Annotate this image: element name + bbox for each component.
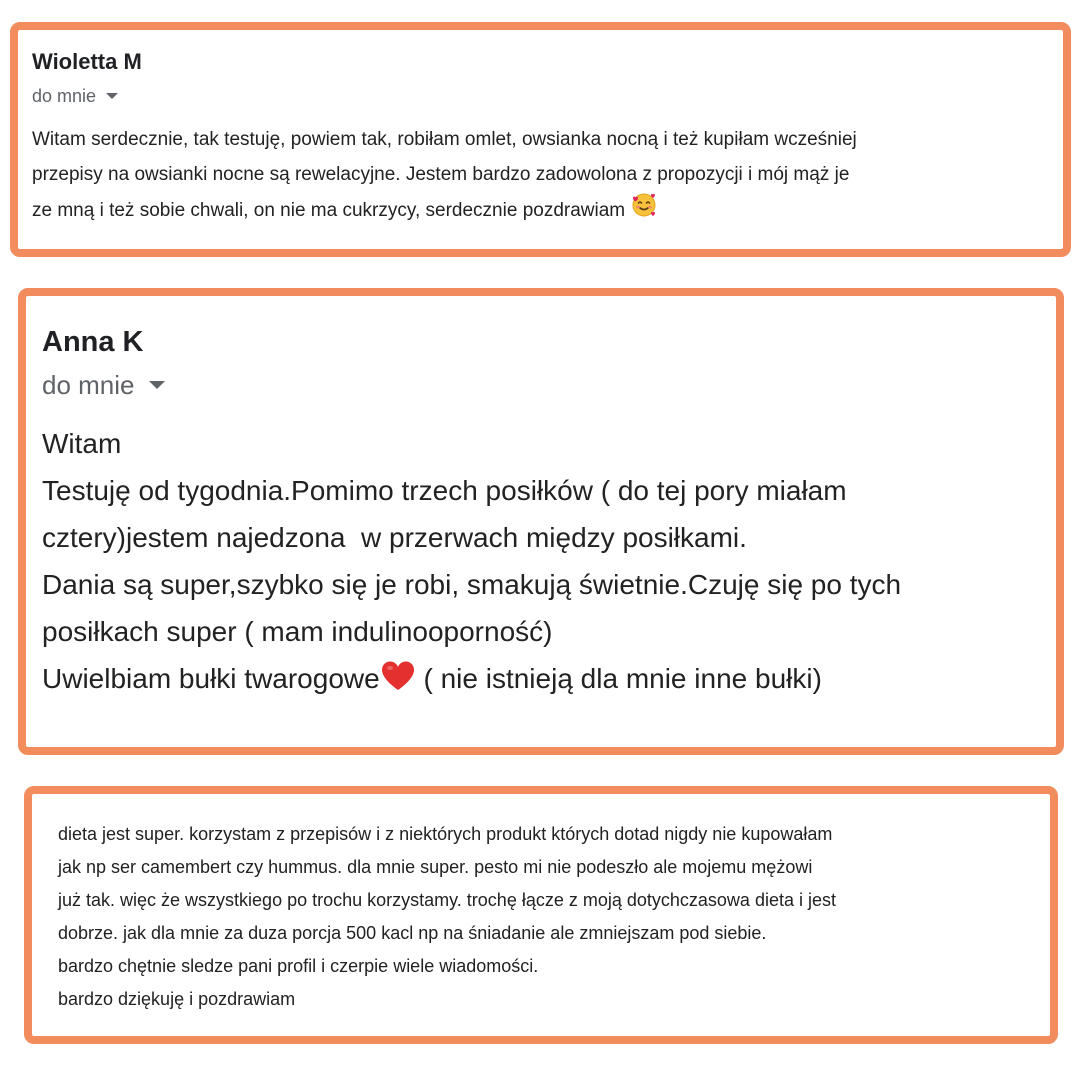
recipient-dropdown[interactable] — [32, 84, 1047, 108]
body-line: Dania są super,szybko się je robi, smakują świetnie.Czuję się po tych — [42, 569, 902, 600]
email-card-wioletta — [10, 22, 1071, 257]
caret-down-icon[interactable] — [149, 381, 165, 389]
body-line-text: ze mną i też sobie chwali, on nie ma cukrzycy, serdecznie pozdrawiam — [32, 200, 626, 222]
recipient-dropdown[interactable] — [42, 368, 1034, 402]
body-line: cztery)jestem najedzona w przerwach między posiłkami. — [42, 522, 747, 553]
email-body — [58, 818, 1030, 1016]
email-body — [32, 122, 1047, 230]
body-line: już tak. więc że wszystkiego po trochu korzystamy. trochę łącze z moją dotychczasowa dieta i jest — [58, 890, 836, 910]
body-line: dobrze. jak dla mnie za duza porcja 500 kacl np na śniadanie ale zmniejszam pod siebie. — [58, 923, 767, 943]
body-line: jak np ser camembert czy hummus. dla mnie super. pesto mi nie podeszło ale mojemu mężowi — [58, 857, 813, 877]
email-card-anonymous — [24, 786, 1058, 1044]
smiling-face-with-hearts-icon — [631, 192, 657, 230]
body-line-text: ( nie istnieją dla mnie inne bułki) — [415, 663, 822, 694]
body-line: Witam serdecznie, tak testuję, powiem tak, robiłam omlet, owsianka nocną i też kupiłam wcześniej — [32, 129, 857, 150]
body-line: dieta jest super. korzystam z przepisów i z niektórych produkt których dotad nigdy nie kupowałam — [58, 824, 833, 844]
body-line — [32, 192, 1047, 230]
recipient-label: do mnie — [32, 86, 97, 106]
body-line-text: Uwielbiam bułki twarogowe — [42, 663, 380, 694]
recipient-label: do mnie — [42, 370, 135, 400]
sender-name: Wioletta M — [32, 49, 142, 74]
body-line: Witam — [42, 428, 122, 459]
email-card-anna — [18, 288, 1064, 755]
email-body — [42, 420, 1034, 706]
caret-down-icon[interactable] — [106, 93, 118, 99]
body-line: Testuję od tygodnia.Pomimo trzech posiłków ( do tej pory miałam — [42, 475, 847, 506]
body-line: bardzo chętnie sledze pani profil i czerpie wiele wiadomości. — [58, 956, 539, 976]
red-heart-icon — [380, 659, 416, 706]
body-line: przepisy na owsianki nocne są rewelacyjne. Jestem bardzo zadowolona z propozycji i mój mąż je — [32, 164, 850, 185]
body-line: bardzo dziękuję i pozdrawiam — [58, 989, 296, 1009]
body-line — [42, 655, 1034, 706]
body-line: posiłkach super ( mam indulinooporność) — [42, 616, 553, 647]
sender-name: Anna K — [42, 326, 144, 358]
